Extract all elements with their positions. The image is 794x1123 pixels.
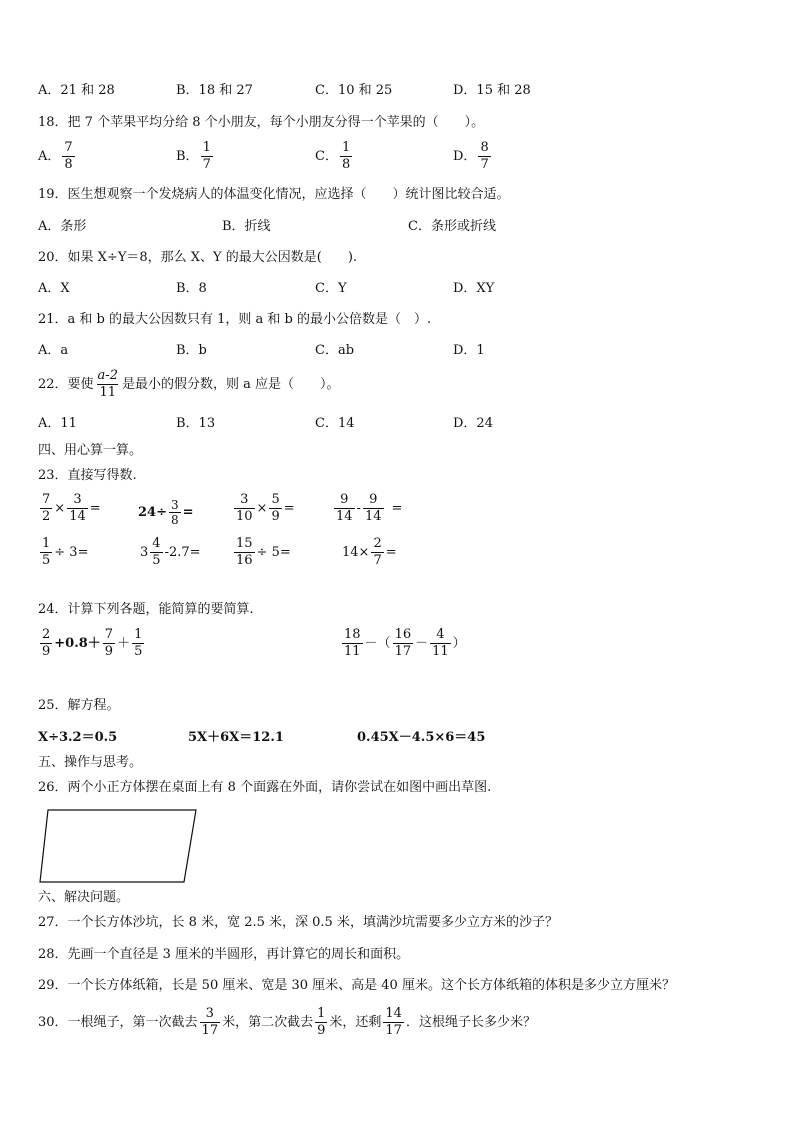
- q18-option-a: A． $\frac{7}{8}$: [38, 140, 73, 172]
- q21-option-d: D．1: [453, 343, 485, 358]
- q23-item-5: $\frac{1}{5}$ ÷ 3=: [42, 536, 89, 568]
- q28-question: 28．先画一个直径是 3 厘米的半圆形，再计算它的周长和面积。: [38, 947, 410, 962]
- q25-equation-2: 5X＋6X＝12.1: [188, 730, 284, 745]
- q24-question: 24．计算下列各题，能简算的要简算.: [38, 602, 254, 617]
- q20-option-c: C．Y: [315, 281, 347, 296]
- q17-option-a: A．21 和 28: [38, 83, 115, 98]
- q22-question: 22．要使 $\frac{a-2}{11}$ 是最小的假分数，则 a 应是（ ）。: [38, 368, 340, 400]
- q20-option-d: D．XY: [453, 281, 495, 296]
- q18-option-d: D． $\frac{8}{7}$: [453, 140, 489, 172]
- q24-expression-2: $\frac{18}{11}$ －（ $\frac{16}{17}$ － $\frac{4}{11}$ ）: [344, 627, 466, 659]
- q17-option-b: B．18 和 27: [176, 83, 253, 98]
- q23-item-3: $\frac{3}{10}$ × $\frac{5}{9}$ =: [236, 492, 295, 524]
- q19-option-a: A．条形: [38, 219, 87, 234]
- q29-question: 29．一个长方体纸箱，长是 50 厘米、宽是 30 厘米、高是 40 厘米。这个长方体纸箱的体积是多少立方厘米？: [38, 978, 675, 993]
- q19-question: 19．医生想观察一个发烧病人的体温变化情况，应选择（ ）统计图比较合适。: [38, 187, 510, 202]
- q17-option-d: D．15 和 28: [453, 83, 531, 98]
- q21-option-b: B．b: [176, 343, 207, 358]
- q25-question: 25．解方程。: [38, 698, 120, 713]
- q21-option-c: C．ab: [315, 343, 355, 358]
- q20-question: 20．如果 X÷Y＝8，那么 X、Y 的最大公因数是( ).: [38, 250, 358, 265]
- q22-option-d: D．24: [453, 416, 493, 431]
- q22-option-c: C．14: [315, 416, 355, 431]
- q23-item-1: $\frac{7}{2}$ × $\frac{3}{14}$ =: [42, 492, 101, 524]
- q21-question: 21．a 和 b 的最大公因数只有 1，则 a 和 b 的最小公倍数是（ ）.: [38, 312, 432, 327]
- q26-question: 26．两个小正方体摆在桌面上有 8 个面露在外面，请你尝试在如图中画出草图.: [38, 780, 492, 795]
- q19-option-c: C．条形或折线: [408, 219, 496, 234]
- q23-item-8: 14× $\frac{2}{7}$ =: [342, 536, 397, 568]
- section-4-heading: 四、用心算一算。: [38, 443, 143, 458]
- q19-option-b: B．折线: [222, 219, 271, 234]
- q30-question: 30．一根绳子，第一次截去 $\frac{3}{17}$ 米，第二次截去 $\frac{1}{9}$ 米，还剩 $\frac{14}{17}$ ．这根绳子长多少米？: [38, 1006, 536, 1038]
- q18-option-b: B． $\frac{1}{7}$: [176, 140, 211, 172]
- q18-question: 18．把 7 个苹果平均分给 8 个小朋友，每个小朋友分得一个苹果的（ ）。: [38, 115, 485, 130]
- q25-equation-3: 0.45X－4.5×6＝45: [357, 730, 486, 745]
- q21-option-a: A．a: [38, 343, 69, 358]
- q27-question: 27．一个长方体沙坑，长 8 米，宽 2.5 米，深 0.5 米，填满沙坑需要多少立方米的沙子？: [38, 915, 558, 930]
- q23-item-6: 3 $\frac{4}{5}$ -2.7=: [140, 536, 201, 568]
- q18-option-c: C． $\frac{1}{8}$: [315, 140, 351, 172]
- q23-item-7: $\frac{15}{16}$ ÷ 5=: [236, 536, 291, 568]
- section-6-heading: 六、解决问题。: [38, 890, 130, 905]
- q25-equation-1: X÷3.2＝0.5: [38, 730, 118, 745]
- q23-item-4: $\frac{9}{14}$ - $\frac{9}{14}$ =: [336, 492, 403, 524]
- parallelogram-figure: [38, 806, 200, 886]
- q17-option-c: C．10 和 25: [315, 83, 393, 98]
- q20-option-b: B．8: [176, 281, 207, 296]
- q23-item-2: 24÷ $\frac{3}{8}$ =: [138, 498, 194, 527]
- q23-question: 23．直接写得数.: [38, 468, 137, 483]
- section-5-heading: 五、操作与思考。: [38, 755, 143, 770]
- q22-option-a: A．11: [38, 416, 77, 431]
- q20-option-a: A．X: [38, 281, 70, 296]
- q22-option-b: B．13: [176, 416, 216, 431]
- q24-expression-1: $\frac{2}{9}$ +0.8＋ $\frac{7}{9}$ ＋ $\frac{1}{5}$: [42, 627, 143, 659]
